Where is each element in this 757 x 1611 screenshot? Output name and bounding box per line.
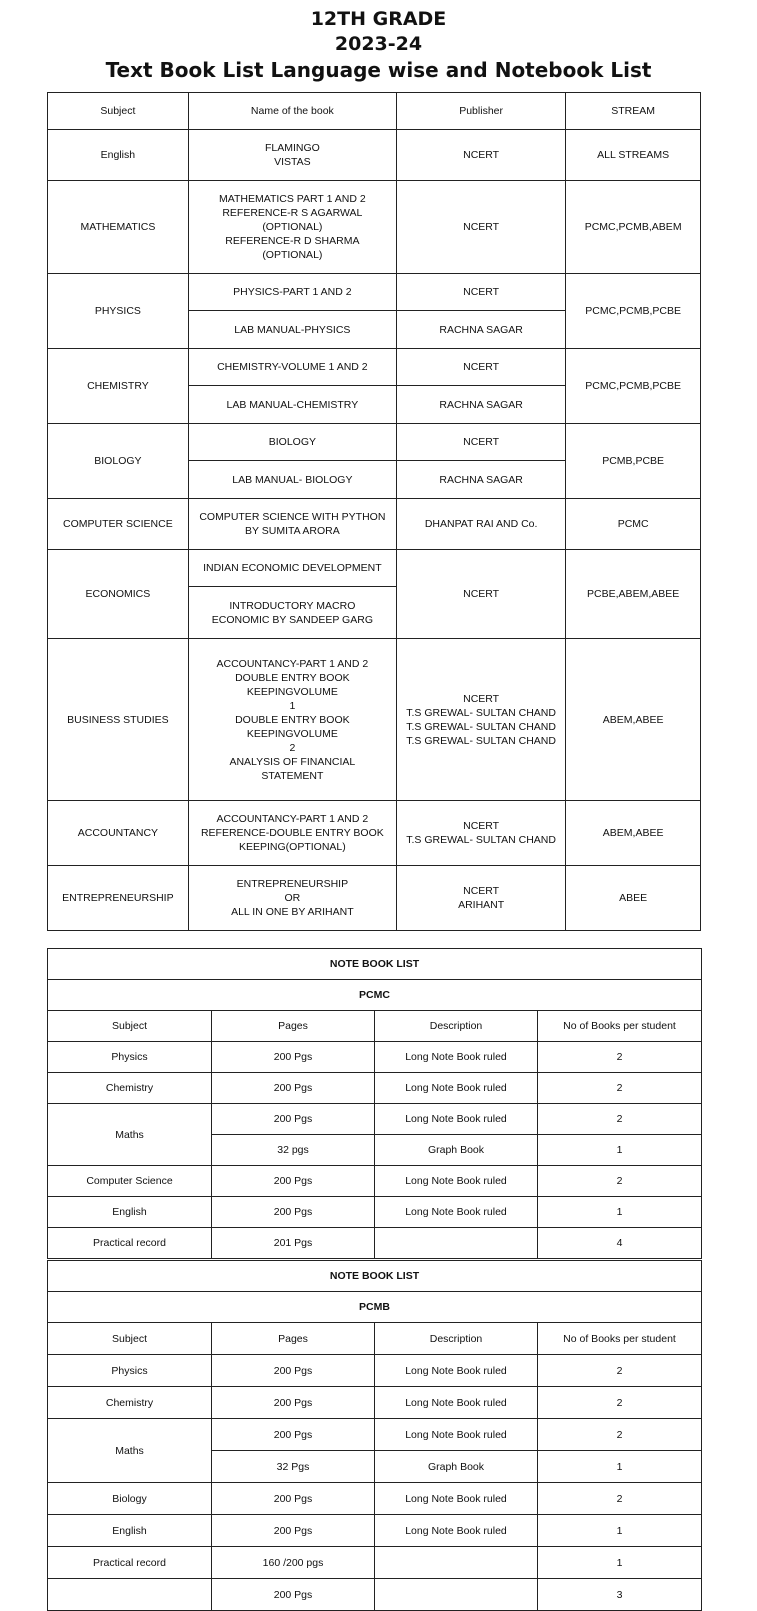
book-cell: PHYSICS-PART 1 AND 2	[188, 274, 396, 311]
publisher-cell: NCERT	[396, 181, 565, 274]
count-cell: 2	[538, 1419, 702, 1451]
publisher-cell: NCERT T.S GREWAL- SULTAN CHAND T.S GREWAL- SULTAN CHAND T.S GREWAL- SULTAN CHAND	[396, 639, 565, 801]
subject-cell	[48, 1579, 212, 1611]
column-header: Subject	[48, 93, 189, 130]
subject-cell: English	[48, 1515, 212, 1547]
description-cell: Long Note Book ruled	[375, 1419, 538, 1451]
publisher-cell: DHANPAT RAI AND Co.	[396, 499, 565, 550]
book-cell: CHEMISTRY-VOLUME 1 AND 2	[188, 349, 396, 386]
table-row	[48, 1228, 702, 1259]
pages-cell: 200 Pgs	[212, 1419, 375, 1451]
subject-cell: Chemistry	[48, 1387, 212, 1419]
description-cell	[375, 1547, 538, 1579]
stream-cell: ABEE	[566, 866, 701, 931]
count-cell: 2	[538, 1166, 702, 1197]
column-header: No of Books per student	[538, 1323, 702, 1355]
table-row	[48, 1387, 702, 1419]
table-row	[48, 550, 701, 587]
table-row	[48, 274, 701, 311]
table-row	[48, 1419, 702, 1451]
publisher-cell: NCERT T.S GREWAL- SULTAN CHAND	[396, 801, 565, 866]
pages-cell: 200 Pgs	[212, 1387, 375, 1419]
table-header-row	[48, 1323, 702, 1355]
table-row	[48, 424, 701, 461]
table-row	[48, 1104, 702, 1135]
subject-cell: PHYSICS	[48, 274, 189, 349]
count-cell: 1	[538, 1515, 702, 1547]
column-header: Subject	[48, 1011, 212, 1042]
column-header: Pages	[212, 1323, 375, 1355]
count-cell: 1	[538, 1547, 702, 1579]
subject-cell: BUSINESS STUDIES	[48, 639, 189, 801]
subject-cell: ENTREPRENEURSHIP	[48, 866, 189, 931]
pages-cell: 200 Pgs	[212, 1483, 375, 1515]
stream-cell: PCBE,ABEM,ABEE	[566, 550, 701, 639]
description-cell: Long Note Book ruled	[375, 1387, 538, 1419]
count-cell: 2	[538, 1104, 702, 1135]
stream-cell: PCMB,PCBE	[566, 424, 701, 499]
document-title	[0, 7, 757, 84]
pages-cell: 32 Pgs	[212, 1451, 375, 1483]
book-cell: BIOLOGY	[188, 424, 396, 461]
table-row	[48, 1197, 702, 1228]
table-row	[48, 130, 701, 181]
publisher-cell: NCERT	[396, 424, 565, 461]
list-heading: Text Book List Language wise and Notebook List	[105, 58, 652, 82]
publisher-cell: RACHNA SAGAR	[396, 461, 565, 499]
subject-cell: English	[48, 1197, 212, 1228]
subject-cell: Biology	[48, 1483, 212, 1515]
description-cell: Long Note Book ruled	[375, 1483, 538, 1515]
pages-cell: 160 /200 pgs	[212, 1547, 375, 1579]
count-cell: 1	[538, 1197, 702, 1228]
publisher-cell: RACHNA SAGAR	[396, 386, 565, 424]
subject-cell: Physics	[48, 1355, 212, 1387]
column-header: Description	[375, 1323, 538, 1355]
book-cell: ACCOUNTANCY-PART 1 AND 2 REFERENCE-DOUBLE ENTRY BOOK KEEPING(OPTIONAL)	[188, 801, 396, 866]
description-cell: Graph Book	[375, 1451, 538, 1483]
book-cell: COMPUTER SCIENCE WITH PYTHON BY SUMITA ARORA	[188, 499, 396, 550]
description-cell: Long Note Book ruled	[375, 1042, 538, 1073]
pages-cell: 200 Pgs	[212, 1042, 375, 1073]
stream-cell: PCMC	[566, 499, 701, 550]
stream-title: PCMC	[48, 980, 702, 1011]
count-cell: 2	[538, 1355, 702, 1387]
count-cell: 4	[538, 1228, 702, 1259]
description-cell: Long Note Book ruled	[375, 1515, 538, 1547]
pages-cell: 201 Pgs	[212, 1228, 375, 1259]
description-cell: Graph Book	[375, 1135, 538, 1166]
book-cell: INDIAN ECONOMIC DEVELOPMENT	[188, 550, 396, 587]
subject-cell: ECONOMICS	[48, 550, 189, 639]
description-cell: Long Note Book ruled	[375, 1355, 538, 1387]
column-header: Subject	[48, 1323, 212, 1355]
description-cell	[375, 1579, 538, 1611]
table-row	[48, 181, 701, 274]
description-cell: Long Note Book ruled	[375, 1166, 538, 1197]
pages-cell: 200 Pgs	[212, 1515, 375, 1547]
column-header: STREAM	[566, 93, 701, 130]
subject-cell: Maths	[48, 1104, 212, 1166]
column-header: Publisher	[396, 93, 565, 130]
table-row	[48, 1166, 702, 1197]
table-row	[48, 639, 701, 801]
table-row	[48, 499, 701, 550]
column-header: Description	[375, 1011, 538, 1042]
stream-cell: PCMC,PCMB,PCBE	[566, 274, 701, 349]
book-cell: FLAMINGO VISTAS	[188, 130, 396, 181]
count-cell: 1	[538, 1135, 702, 1166]
subject-cell: Chemistry	[48, 1073, 212, 1104]
notebook-list-title: NOTE BOOK LIST	[48, 949, 702, 980]
subject-cell: MATHEMATICS	[48, 181, 189, 274]
subject-cell: Maths	[48, 1419, 212, 1483]
stream-cell: PCMC,PCMB,PCBE	[566, 349, 701, 424]
textbook-table	[47, 92, 701, 931]
notebook-table-pcmc	[47, 948, 702, 1259]
table-row	[48, 1515, 702, 1547]
stream-cell: ALL STREAMS	[566, 130, 701, 181]
description-cell	[375, 1228, 538, 1259]
publisher-cell: NCERT	[396, 130, 565, 181]
table-row	[48, 1355, 702, 1387]
pages-cell: 200 Pgs	[212, 1073, 375, 1104]
table-row	[48, 1579, 702, 1611]
stream-title: PCMB	[48, 1292, 702, 1323]
count-cell: 2	[538, 1042, 702, 1073]
column-header: No of Books per student	[538, 1011, 702, 1042]
count-cell: 1	[538, 1451, 702, 1483]
table-row	[48, 801, 701, 866]
subject-cell: ACCOUNTANCY	[48, 801, 189, 866]
pages-cell: 200 Pgs	[212, 1355, 375, 1387]
table-row	[48, 349, 701, 386]
subject-cell: Physics	[48, 1042, 212, 1073]
year-heading: 2023-24	[334, 33, 423, 55]
book-cell: LAB MANUAL-CHEMISTRY	[188, 386, 396, 424]
subject-cell: Computer Science	[48, 1166, 212, 1197]
subject-cell: English	[48, 130, 189, 181]
subject-cell: COMPUTER SCIENCE	[48, 499, 189, 550]
notebook-table-pcmb	[47, 1260, 702, 1611]
column-header: Name of the book	[188, 93, 396, 130]
publisher-cell: RACHNA SAGAR	[396, 311, 565, 349]
publisher-cell: NCERT	[396, 274, 565, 311]
table-header-row	[48, 93, 701, 130]
subject-cell: Practical record	[48, 1547, 212, 1579]
count-cell: 3	[538, 1579, 702, 1611]
column-header: Pages	[212, 1011, 375, 1042]
grade-heading: 12TH GRADE	[310, 8, 447, 30]
subject-cell: BIOLOGY	[48, 424, 189, 499]
book-cell: ENTREPRENEURSHIP OR ALL IN ONE BY ARIHANT	[188, 866, 396, 931]
publisher-cell: NCERT	[396, 349, 565, 386]
pages-cell: 200 Pgs	[212, 1166, 375, 1197]
count-cell: 2	[538, 1483, 702, 1515]
pages-cell: 200 Pgs	[212, 1104, 375, 1135]
description-cell: Long Note Book ruled	[375, 1197, 538, 1228]
pages-cell: 200 Pgs	[212, 1579, 375, 1611]
notebook-list-title: NOTE BOOK LIST	[48, 1261, 702, 1292]
publisher-cell: NCERT ARIHANT	[396, 866, 565, 931]
description-cell: Long Note Book ruled	[375, 1073, 538, 1104]
table-row	[48, 866, 701, 931]
publisher-cell: NCERT	[396, 550, 565, 639]
description-cell: Long Note Book ruled	[375, 1104, 538, 1135]
stream-cell: PCMC,PCMB,ABEM	[566, 181, 701, 274]
book-cell: INTRODUCTORY MACRO ECONOMIC BY SANDEEP GARG	[188, 587, 396, 639]
table-row	[48, 1483, 702, 1515]
subject-cell: CHEMISTRY	[48, 349, 189, 424]
pages-cell: 32 pgs	[212, 1135, 375, 1166]
count-cell: 2	[538, 1387, 702, 1419]
book-cell: LAB MANUAL-PHYSICS	[188, 311, 396, 349]
count-cell: 2	[538, 1073, 702, 1104]
table-row	[48, 1547, 702, 1579]
book-cell: ACCOUNTANCY-PART 1 AND 2 DOUBLE ENTRY BOOK KEEPINGVOLUME 1 DOUBLE ENTRY BOOK KEEPINGVOLUME 2 ANALYSIS OF FINANCIAL STATEMENT	[188, 639, 396, 801]
table-header-row	[48, 1011, 702, 1042]
table-row	[48, 1073, 702, 1104]
book-cell: LAB MANUAL- BIOLOGY	[188, 461, 396, 499]
pages-cell: 200 Pgs	[212, 1197, 375, 1228]
book-cell: MATHEMATICS PART 1 AND 2 REFERENCE-R S AGARWAL (OPTIONAL) REFERENCE-R D SHARMA (OPTIONAL)	[188, 181, 396, 274]
subject-cell: Practical record	[48, 1228, 212, 1259]
stream-cell: ABEM,ABEE	[566, 639, 701, 801]
table-row	[48, 1042, 702, 1073]
stream-cell: ABEM,ABEE	[566, 801, 701, 866]
